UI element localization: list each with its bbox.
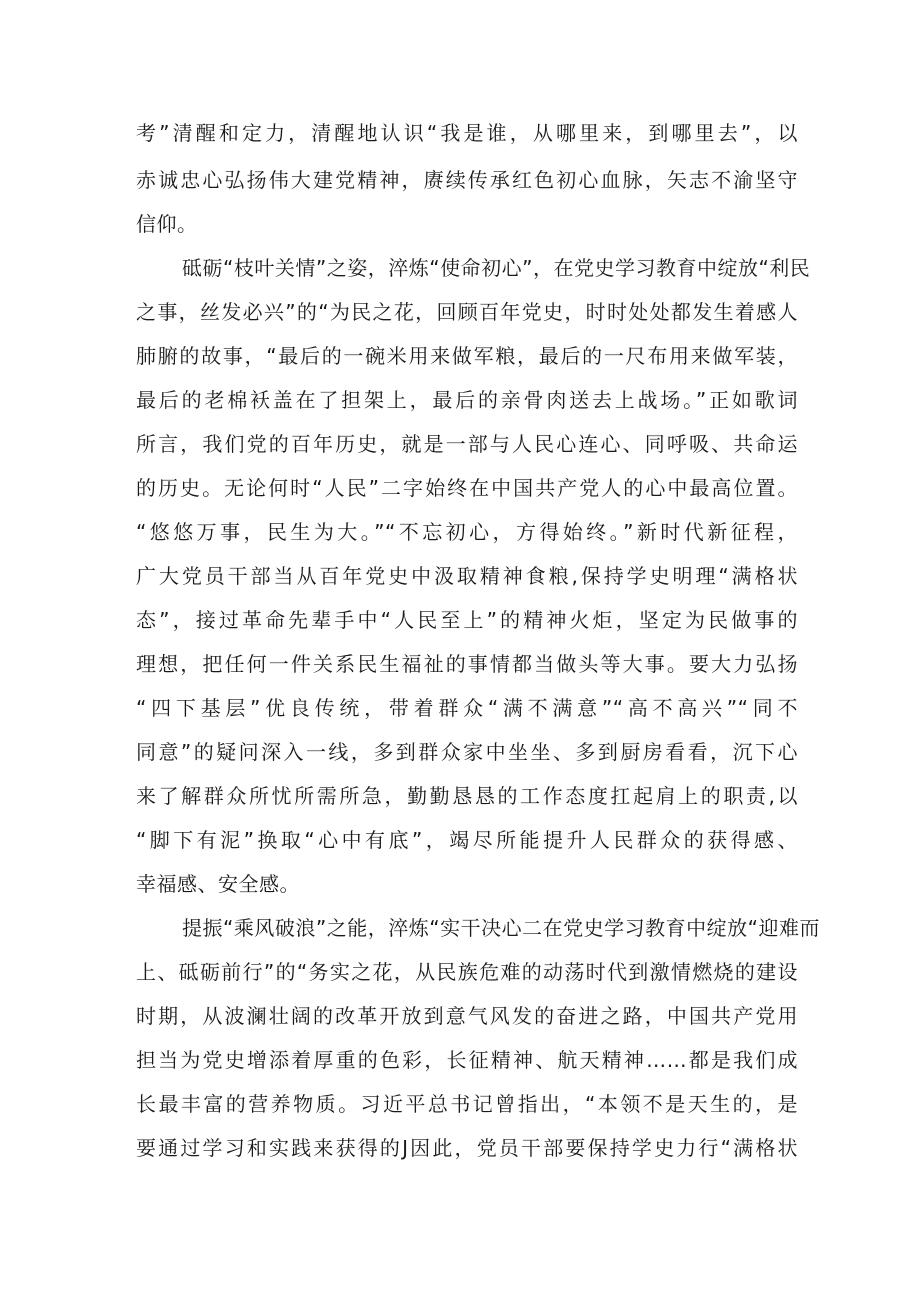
text-line: 最后的老棉袄盖在了担架上，最后的亲骨肉送去上战场。”正如歌词	[136, 388, 798, 412]
text-line: “脚下有泥”换取“心中有底”，竭尽所能提升人民群众的获得感、	[136, 828, 798, 852]
text-line: 上、砥砺前行”的“务实之花，从民族危难的动荡时代到激情燃烧的建设	[136, 960, 798, 984]
text-line: 幸福感、安全感。	[136, 872, 300, 896]
text-line: 肺腑的故事，“最后的一碗米用来做军粮，最后的一尺布用来做军装，	[136, 344, 798, 368]
text-line: 时期，从波澜壮阔的改革开放到意气风发的奋进之路，中国共产党用	[136, 1004, 798, 1028]
text-line: 理想，把任何一件关系民生福祉的事情都当做头等大事。要大力弘扬	[136, 652, 798, 676]
text-line: 长最丰富的营养物质。习近平总书记曾指出，“本领不是天生的，是	[136, 1092, 798, 1116]
paragraph-first-line: 砥砺“枝叶关情”之姿，淬炼“使命初心”，在党史学习教育中绽放“利民	[182, 256, 811, 280]
paragraph-first-line: 提振“乘风破浪”之能，淬炼“实干决心二在党史学习教育中绽放“迎难而	[182, 916, 820, 940]
text-line: 赤诚忠心弘扬伟大建党精神，赓续传承红色初心血脉，矢志不渝坚守	[136, 168, 798, 192]
text-line: 考”清醒和定力，清醒地认识“我是谁，从哪里来，到哪里去”，以	[136, 121, 798, 145]
text-line: 所言，我们党的百年历史，就是一部与人民心连心、同呼吸、共命运	[136, 432, 798, 456]
text-line: “四下基层”优良传统，带着群众“满不满意”“高不高兴”“同不	[136, 696, 798, 720]
text-line: 态”，接过革命先辈手中“人民至上”的精神火炬，坚定为民做事的	[136, 608, 798, 632]
text-line: 信仰。	[136, 212, 198, 236]
text-line: “悠悠万事，民生为大。”“不忘初心，方得始终。”新时代新征程，	[136, 520, 798, 544]
text-line: 来了解群众所忧所需所急，勤勤恳恳的工作态度扛起肩上的职责,以	[136, 784, 798, 808]
text-line: 同意”的疑问深入一线，多到群众家中坐坐、多到厨房看看，沉下心	[136, 740, 798, 764]
text-line: 要通过学习和实践来获得的J因此，党员干部要保持学史力行“满格状	[136, 1136, 798, 1160]
text-line: 广大党员干部当从百年党史中汲取精神食粮,保持学史明理“满格状	[136, 564, 798, 588]
text-line: 之事，丝发必兴”的“为民之花，回顾百年党史，时时处处都发生着感人	[136, 300, 798, 324]
text-line: 担当为党史增添着厚重的色彩，长征精神、航天精神……都是我们成	[136, 1048, 798, 1072]
text-line: 的历史。无论何时“人民”二字始终在中国共产党人的心中最高位置。	[136, 476, 798, 500]
